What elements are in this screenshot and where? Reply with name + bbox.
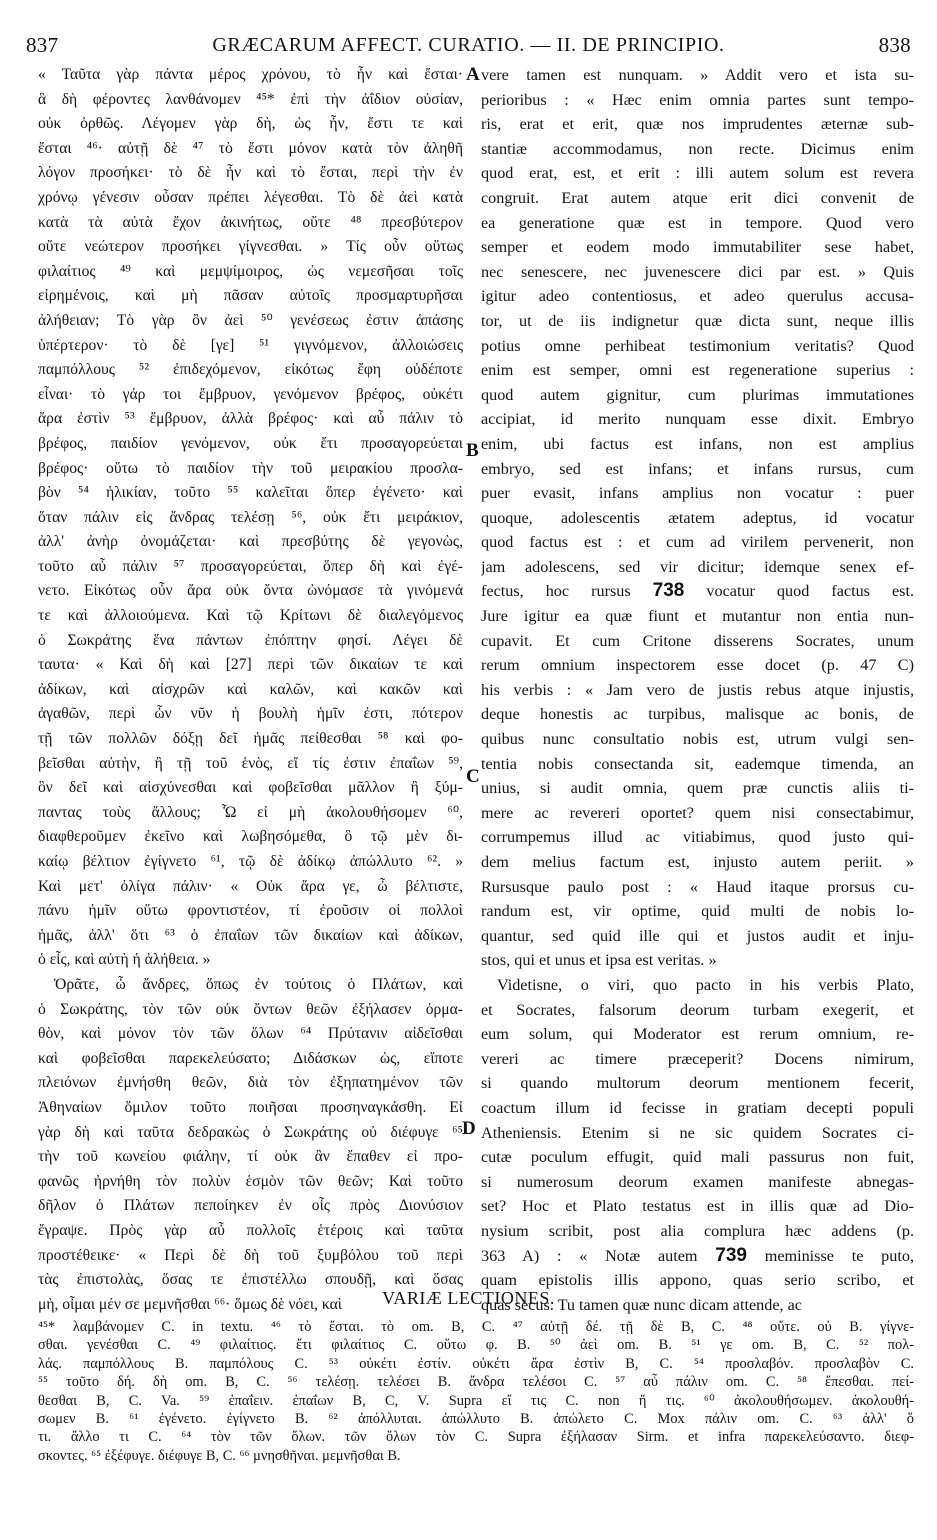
greek-text-line: βρέφος, παιδίον γενόμενον, οὐκ ἔτι προσαγορεύεται <box>38 434 463 452</box>
latin-text-column <box>481 63 914 1317</box>
greek-text-line: παντας τοὺς ἄλλους; Ὧ εἰ μὴ ἀκολουθήσομεν ⁶⁰, <box>38 803 463 821</box>
latin-text-line: quoque, adolescentis ætatem adeptus, id vocatur <box>481 508 914 527</box>
greek-text-line: ὅταν πάλιν εἰς ἄνδρας τελέσῃ ⁵⁶, οὐκ ἔτι μειράκιον, <box>38 508 463 526</box>
greek-text-line: τοῦτο αὖ πάλιν ⁵⁷ προσαγορεύεται, ὅπερ δὴ καὶ ἐγέ- <box>38 557 463 575</box>
page-title: GRÆCARUM AFFECT. CURATIO. — II. DE PRINCIPIO. <box>212 33 725 56</box>
latin-text-line: fectus, hoc rursus 738 vocatur quod factus est. <box>481 580 914 602</box>
latin-text-line: stos, qui et unus et ipsa est veritas. » <box>481 951 717 970</box>
greek-text-line: ὁ εἷς, καὶ αὐτὴ ἡ ἀλήθεια. » <box>38 951 211 969</box>
variant-reading-line: σωμεν B. ⁶¹ ἐγένετο. ἐγίγνετο B. ⁶² ἀπόλλυται. ἀπώλλυτο B. ἀπώλετο C. Mox πάλιν om. C. ⁶³ ἀλλ' ὅ <box>38 1410 914 1427</box>
greek-text-line: ἀδίκων, καὶ αἰσχρῶν καὶ καλῶν, καὶ κακῶν καὶ <box>38 680 463 698</box>
latin-text-line: cupavit. Et cum Critone disserens Socrates, unum <box>481 631 914 650</box>
greek-text-line: ἄρα ἐστὶν ⁵³ ἔμβρυον, ἀλλὰ βρέφος· καὶ αὖ πάλιν τὸ <box>38 410 463 428</box>
latin-text-line: accipiat, id merito nunquam esse dixit. Embryo <box>481 410 914 429</box>
latin-text-line: Videtisne, o viri, quo pacto in his verbis Plato, <box>497 975 914 994</box>
greek-text-line: πλειόνων ἐμνήσθη θεῶν, διὰ τὸν ἐξηπατημένον τῶν <box>38 1074 463 1092</box>
latin-text-line: puer evasit, infans amplius non vocatur : puer <box>481 484 914 503</box>
latin-text-line: rerum omnium inspectorem esse docet (p. 47 C) <box>481 656 914 675</box>
variant-reading-line: ⁴⁵* λαμβάνομεν C. in textu. ⁴⁶ τὸ ἔσται. τὸ om. B, C. ⁴⁷ αὐτῇ δέ. τῇ δὲ B, C. ⁴⁸ οὔτε. οὐ B. γίγνε- <box>38 1319 914 1335</box>
latin-text-line: eum solum, qui Moderator est rerum omnium, re- <box>481 1025 914 1044</box>
latin-text-line: enim, ubi factus est infans, non est amplius <box>481 434 914 453</box>
greek-text-line: καίῳ βέλτιον ἐγίγνετο ⁶¹, τῷ δὲ ἀδίκῳ ἀπώλλυτο ⁶². » <box>38 853 463 870</box>
greek-text-line: θὸν, καὶ μόνον τὸν τῶν ὅλων ⁶⁴ Πρύτανιν αἰδεῖσθαι <box>38 1025 463 1043</box>
greek-text-line: Ἀθηναίων ὅμιλον τοῦτο ποιῆσαι προσηναγκάσθη. Εἰ <box>38 1098 463 1116</box>
variant-reading-line: σθαι. γενέσθαι C. ⁴⁹ φιλαίτιος. ἔτι φιλαίτιος C. οὕτω φ. B. ⁵⁰ ἀεὶ om. B. ⁵¹ γε om. B, C. ⁵² πολ- <box>38 1337 914 1354</box>
latin-text-line: coactum illum id fecisse in gratiam decepti populi <box>481 1098 914 1117</box>
latin-text-line: unius, si audit omnia, quem præ cunctis aliis ti- <box>481 779 914 798</box>
latin-text-line: Jure igitur ea quæ fiunt et mutantur non entia nun- <box>481 607 914 626</box>
greek-text-line: ἔγραψε. Πρὸς γὰρ αὖ πολλοῖς ἑτέροις καὶ ταῦτα <box>38 1221 463 1239</box>
margin-marker-c: C <box>466 766 480 787</box>
latin-text-line: ris, erat et erit, quæ nos imprudentes æternæ sub- <box>481 115 914 134</box>
latin-text-line: quantur, sed quid ille qui et justos audit et inju- <box>481 926 914 945</box>
greek-text-line: βεῖσθαι αὐτὴν, ἢ τῇ τοῦ ἑνὸς, εἴ τίς ἐστιν ἐπαΐων ⁵⁹, <box>38 754 463 772</box>
greek-text-line: διαφθεροῦμεν ἐκεῖνο καὶ λωβησόμεθα, ὃ τῷ μὲν δι- <box>38 828 463 846</box>
latin-text-line: Atheniensis. Etenim si ne sic quidem Socrates ci- <box>481 1123 914 1142</box>
greek-text-line: εἰρημένοις, καὶ μὴ πᾶσαν αὐτοῖς προσμαρτυρῆσαι <box>38 287 463 305</box>
latin-text-line: semper et eodem modo immutabiliter sese habet, <box>481 238 914 257</box>
latin-text-line: ea generatione quæ est in tempore. Quod vero <box>481 213 914 232</box>
migne-column-number: 738 <box>652 580 685 602</box>
latin-text-line: igitur adeo contentiosus, et adeo querulus accusa- <box>481 287 914 306</box>
greek-text-line: λόγον προσήκει· τὸ δὲ ἦν καὶ τὸ ἔσται, περὶ τὴν ἐν <box>38 164 463 182</box>
greek-text-line: νετο. Εἰκότως οὖν ἄρα οὐκ ὄντα ὠνόμασε τὰ γινόμενά <box>38 582 463 600</box>
greek-text-line: Ὁρᾶτε, ὦ ἄνδρες, ὅπως ἐν τούτοις ὁ Πλάτων, καὶ <box>54 975 463 993</box>
variant-reading-line: τι. ἄλλο τι C. ⁶⁴ τὸν τῶν ὅλων. τῶν ὅλων τὸν C. Supra ἐξήλασαν Sirm. et infra παρεκελεύσαντο. διεφ- <box>38 1429 914 1446</box>
latin-text-line: tor, ut de iis indignetur quæ dicta sunt, neque illis <box>481 311 914 330</box>
latin-text-line: nec senescere, nec juvenescere dici par est. » Quis <box>481 262 914 281</box>
greek-text-line: τὴν τοῦ κωνείου φιάλην, τί οὐκ ἂν ἔπαθεν εἰ προ- <box>38 1148 463 1166</box>
latin-text-line: deque honestis ac turpibus, malisque ac bonis, de <box>481 705 914 724</box>
latin-text-line: dem melius factum est, injusto autem periit. » <box>481 853 914 871</box>
greek-text-line: τε καὶ ἀλλοιούμενα. Καὶ τῷ Κρίτωνι δὲ διαλεγόμενος <box>38 607 463 625</box>
greek-text-line: δῆλον ὁ Πλάτων πεποίηκεν ἐν οἷς πρὸς Διονύσιον <box>38 1197 463 1215</box>
greek-text-line: τῇ τῶν πολλῶν δόξῃ δεῖ ἡμᾶς πείθεσθαι ⁵⁸ καὶ φο- <box>38 730 463 748</box>
greek-text-line: καὶ φοβεῖσθαι παρεκελεύσατο; Διδάσκων ὡς, εἴποτε <box>38 1049 463 1067</box>
latin-text-line: tentia nobis consectanda sit, eademque timenda, an <box>481 754 914 773</box>
latin-text-line: cutæ poculum effugit, quid mali passurus non fuit, <box>481 1148 914 1167</box>
margin-marker-b: B <box>466 440 479 461</box>
margin-marker-a: A <box>466 64 480 85</box>
greek-text-line: οὔτε νεώτερον προσήκει γίγνεσθαι. » Τίς οὖν οὕτως <box>38 238 463 256</box>
right-column-number: 838 <box>878 32 911 57</box>
greek-text-line: προστέθεικε· « Περὶ δὲ δὴ τοῦ ξυμβόλου τοῦ περὶ <box>38 1246 463 1264</box>
latin-text-line: 363 A) : « Notæ autem 739 meminisse te puto, <box>481 1244 914 1266</box>
latin-text-line: vereri ac timere præceperit? Docens nimirum, <box>481 1049 914 1068</box>
latin-text-line: set? Hoc et Plato testatus est in illis quæ ad Dio- <box>481 1197 914 1216</box>
latin-text-line: quas secus. Tu tamen quæ nunc dicam attende, ac <box>481 1295 802 1314</box>
latin-text-line: quam epistolis illis appono, quas serio scribo, et <box>481 1271 914 1290</box>
latin-text-line: jam adolescens, sed vir dicitur; idemque senex ef- <box>481 557 914 576</box>
latin-text-line: mere ac revereri oportet? quem nisi consectabimur, <box>481 803 914 822</box>
variant-reading-line: ⁵⁵ τοῦτο δή. δὴ om. B, C. ⁵⁶ τελέσῃ. τελέσει B. ἄνδρα τελέσοι C. ⁵⁷ αὖ πάλιν om. C. ⁵⁸ ἔπεσθαι. πεί- <box>38 1374 914 1391</box>
greek-text-line: χρόνῳ γένεσιν οὖσαν πρέπει λέγεσθαι. Τὸ δὲ ἀεὶ κατὰ <box>38 188 463 206</box>
greek-text-line: οὐκ ὀρθῶς. Λέγομεν γὰρ δὴ, ὡς ἦν, ἔστι τε καὶ <box>38 115 463 133</box>
latin-text-line: randum est, vir optime, quid multi de nobis lo- <box>481 902 914 921</box>
greek-text-line: ἔσται ⁴⁶· αὐτῇ δὲ ⁴⁷ τὸ ἔστι μόνον κατὰ τὸν ἀληθῆ <box>38 139 463 157</box>
greek-text-line: βὸν ⁵⁴ ἡλικίαν, τοῦτο ⁵⁵ καλεῖται ὅπερ ἐγένετο· καὶ <box>38 484 463 502</box>
latin-text-line: si numerosum deorum examen manifeste abnegas- <box>481 1172 914 1191</box>
greek-text-column <box>38 63 463 1317</box>
latin-text-line: potius omne perhibeat testimonium veritatis? Quod <box>481 336 914 355</box>
greek-text-line: « Ταῦτα γὰρ πάντα μέρος χρόνου, τὸ ἦν καὶ ἔσται· <box>38 66 463 83</box>
latin-text-line: corrumpemus illud ac vitiabimus, quod justo qui- <box>481 828 914 847</box>
greek-text-line: ἀλλ' ἀνὴρ ὀνομάζεται· καὶ πρεσβύτης δὲ γεγονὼς, <box>38 533 463 551</box>
greek-text-line: ἀλήθειαν; Τὸ γὰρ ὂν ἀεὶ ⁵⁰ γενέσεως ἐστιν ἁπάσης <box>38 311 463 329</box>
latin-text-line: quod factus est : et cum ad virilem pervenerit, non <box>481 533 914 552</box>
latin-text-line: stantiæ accommodamus, non recte. Dicimus enim <box>481 139 914 158</box>
variant-reading-line: λάς. παμπόλλους B. παμπόλους C. ⁵³ οὐκέτι ἐστίν. οὐκέτι ἄρα ἐστὶν B, C. ⁵⁴ προσλαβόν. προσλαβὸν C. <box>38 1355 914 1372</box>
left-column-number: 837 <box>26 32 59 57</box>
greek-text-line: φιλαίτιος ⁴⁹ καὶ μεμψίμοιρος, ὡς νεμεσῆσαι τοῖς <box>38 262 463 280</box>
latin-text-line: et Socrates, falsorum deorum turbam exegerit, et <box>481 1000 914 1019</box>
greek-text-line: ὃν δεῖ καὶ αἰσχύνεσθαι καὶ φοβεῖσθαι μᾶλλον ἢ ξύμ- <box>38 779 463 797</box>
greek-text-line: ταυτα· « Καὶ δὴ καὶ [27] περὶ τῶν δικαίων τε καὶ <box>38 656 463 674</box>
greek-text-line: εἶναι· τὸ γάρ τοι ἔμβρυον, γενόμενον βρέφος, οὐκέτι <box>38 385 463 403</box>
latin-text-line: vere tamen est nunquam. » Addit vero et ista su- <box>481 66 914 84</box>
greek-text-line: ὑπέρτερον· τὸ δὲ [γε] ⁵¹ γιγνόμενον, ἀλλοιώσεις <box>38 336 463 354</box>
variant-reading-line: σκοντες. ⁶⁵ ἐξέφυγε. διέφυγε B, C. ⁶⁶ μνησθῆναι. μεμνῆσθαι B. <box>38 1447 401 1464</box>
latin-text-line: enim est semper, omni est regeneratione superius : <box>481 361 914 380</box>
greek-text-line: γὰρ δὴ καὶ ταῦτα δεδρακὼς ὁ Σωκράτης οὐ διέφυγε ⁶⁵ <box>38 1123 463 1141</box>
greek-text-line: τὰς ἐπιστολὰς, ὅσας τε ἐπιστέλλω σπουδῇ, καὶ ὅσας <box>38 1271 463 1289</box>
greek-text-line: ὁ Σωκράτης, τὸν τῶν οὐκ ὄντων θεῶν ἐξήλασεν ὁρμα- <box>38 1000 463 1018</box>
latin-text-line: embryo, sed est infans; et infans rursus, cum <box>481 459 914 478</box>
greek-text-line: κατὰ τὰ αὐτὰ ἔχον ἀκινήτως, οὔτε ⁴⁸ πρεσβύτερον <box>38 213 463 231</box>
greek-text-line: βρέφος· οὕτω τὸ παιδίον τὴν τοῦ μειρακίου προσλα- <box>38 459 463 477</box>
latin-text-line: nysium scribit, post alia complura hæc addens (p. <box>481 1221 914 1240</box>
latin-text-line: quod erat, est, et erit : illi autem solum est revera <box>481 164 914 183</box>
margin-marker-d: D <box>462 1118 476 1139</box>
variant-reading-line: θεσθαι B, C. Va. ⁵⁹ ἐπαΐειν. ἐπαΐων B, C, V. Supra εἴ τις C. non ἥ τις. ⁶⁰ ἀκολουθήσωμεν. ἀκολουθή- <box>38 1392 914 1409</box>
latin-text-line: quod autem gignitur, cum plurimas immutationes <box>481 385 914 404</box>
greek-text-line: ὁ Σωκράτης ἕνα πάντων ἐπόπτην φησί. Λέγει δὲ <box>38 631 463 649</box>
latin-text-line: quibus nunc consultatio nobis est, utrum vulgi sen- <box>481 730 914 749</box>
greek-text-line: Καὶ μετ' ὀλίγα πάλιν· « Οὐκ ἄρα γε, ὦ βέλτιστε, <box>38 877 463 895</box>
latin-text-line: Rursusque paulo post : « Haud itaque prorsus cu- <box>481 877 914 896</box>
latin-text-line: his verbis : « Jam vero de justis rebus atque injustis, <box>481 680 914 699</box>
greek-text-line: πάνυ ἡμῖν οὕτω φροντιστέον, τί ἐροῦσιν οἱ πολλοὶ <box>38 902 463 920</box>
greek-text-line: ἡμᾶς, ἀλλ' ὅτι ⁶³ ὁ ἐπαΐων τῶν δικαίων καὶ ἀδίκων, <box>38 926 463 944</box>
migne-column-number: 739 <box>715 1244 747 1266</box>
running-header <box>26 30 911 60</box>
latin-text-line: perioribus : « Hæc enim omnia partes sunt tempo- <box>481 90 914 109</box>
latin-text-line: congruit. Erat autem atque erit dici convenit de <box>481 188 914 207</box>
greek-text-line: ἀγαθῶν, περὶ ὧν νῦν ἡ βουλὴ ἡμῖν ἐστι, πότερον <box>38 705 463 723</box>
greek-text-line: μὴ, οἶμαι μέν σε μεμνῆσθαι ⁶⁶· ὅμως δὲ νόει, καὶ <box>38 1295 342 1313</box>
greek-text-line: φανῶς ἠρνήθη τὸν πολὺν ἑσμὸν τῶν θεῶν; Καὶ τοῦτο <box>38 1172 463 1190</box>
variae-lectiones-title: VARIÆ LECTIONES. <box>382 1288 555 1308</box>
greek-text-line: παμπόλλους ⁵² ἐπιδεχόμενον, εἰκότως ἔφη οὐδέποτε <box>38 361 463 379</box>
greek-text-line: ἃ δὴ φέροντες λανθάνομεν ⁴⁵* ἐπὶ τὴν ἀΐδιον οὐσίαν, <box>38 90 463 108</box>
latin-text-line: si quando multorum deorum mentionem fecerit, <box>481 1074 914 1093</box>
variae-lectiones-notes <box>38 1318 914 1465</box>
